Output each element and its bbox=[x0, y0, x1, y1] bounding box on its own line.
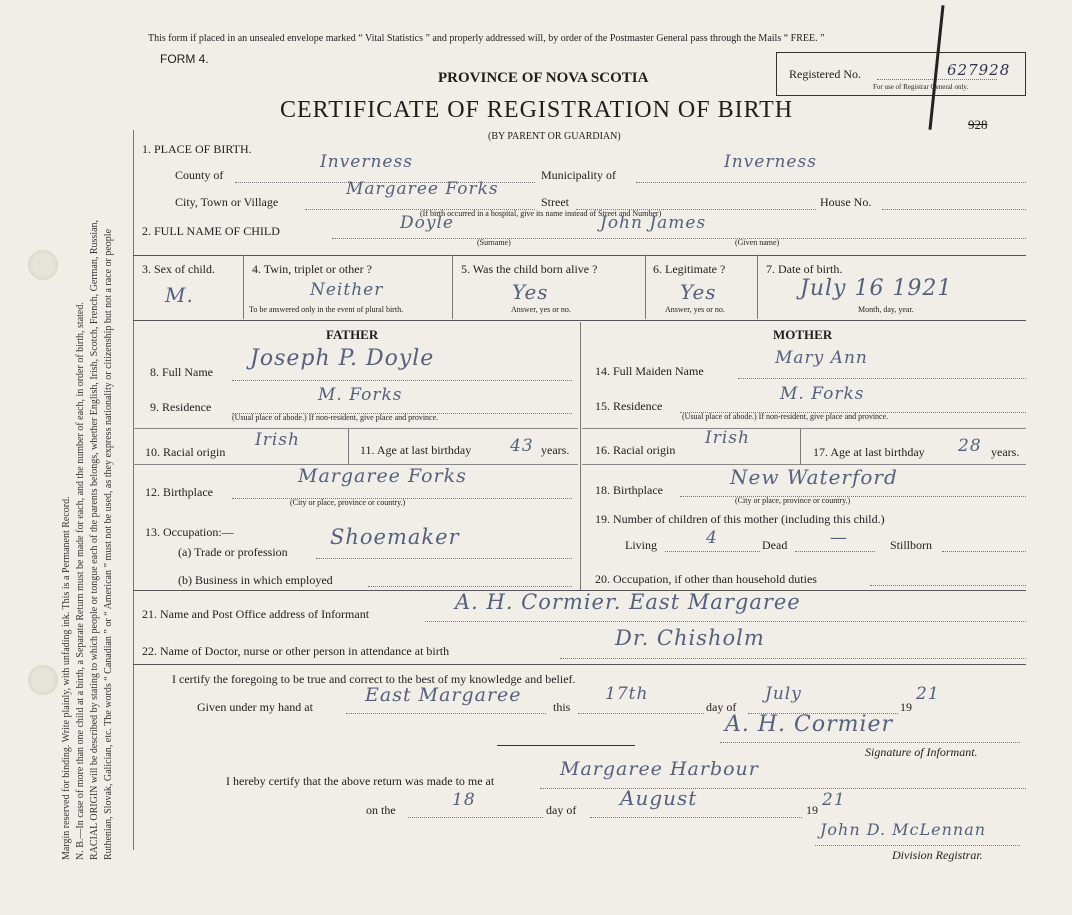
side-note-2: N. B.—In case of more than one child at a birth, a Separate Return must be made for each, and the number of each, in order of birth, stated. bbox=[75, 302, 86, 860]
mother-children-label: 19. Number of children of this mother (including this child.) bbox=[595, 512, 885, 526]
surname-caption: (Surname) bbox=[477, 238, 511, 247]
mother-residence-label: 15. Residence bbox=[595, 399, 663, 413]
mother-age-unit: years. bbox=[991, 445, 1020, 459]
father-origin-label: 10. Racial origin bbox=[145, 445, 226, 459]
legitimate-label: 6. Legitimate ? bbox=[653, 262, 726, 276]
father-origin-value: Irish bbox=[255, 430, 300, 450]
father-birthplace-value: Margaree Forks bbox=[298, 465, 467, 487]
father-trade-value: Shoemaker bbox=[330, 525, 460, 549]
father-name-value: Joseph P. Doyle bbox=[250, 346, 435, 371]
mother-birthplace-label: 18. Birthplace bbox=[595, 483, 663, 497]
father-birthplace-note: (City or place, province or country.) bbox=[290, 498, 406, 507]
father-business-label: (b) Business in which employed bbox=[178, 573, 333, 587]
registrar-day: 18 bbox=[452, 790, 476, 810]
sex-label: 3. Sex of child. bbox=[142, 262, 215, 276]
mother-heading: MOTHER bbox=[773, 327, 833, 342]
divider-rule bbox=[497, 745, 635, 746]
cert-month: July bbox=[765, 684, 802, 704]
doctor-value: Dr. Chisholm bbox=[615, 626, 765, 650]
father-residence-label: 9. Residence bbox=[150, 400, 212, 414]
informant-value: A. H. Cormier. East Margaree bbox=[455, 590, 801, 614]
city-value: Margaree Forks bbox=[346, 179, 499, 199]
father-name-label: 8. Full Name bbox=[150, 365, 213, 379]
cert-year-prefix: 19 bbox=[900, 700, 912, 714]
given-caption: (Given name) bbox=[735, 238, 780, 247]
twin-note: To be answered only in the event of plural birth. bbox=[249, 305, 404, 314]
place-of-birth-label: 1. PLACE OF BIRTH. bbox=[142, 142, 252, 156]
date-label: 7. Date of birth. bbox=[766, 262, 843, 276]
mother-origin-value: Irish bbox=[705, 428, 750, 448]
father-age-value: 43 bbox=[510, 436, 534, 456]
side-note-1: Margin reserved for binding. Write plainly, with unfading ink. This is a Permanent Record. bbox=[61, 496, 72, 860]
house-label: House No. bbox=[820, 195, 872, 209]
mother-origin-label: 16. Racial origin bbox=[595, 443, 676, 457]
registration-box bbox=[776, 52, 1026, 96]
registrar-month: August bbox=[620, 786, 698, 810]
corner-number: 928 bbox=[968, 117, 988, 132]
cert-day: 17th bbox=[605, 684, 649, 704]
side-notes bbox=[60, 220, 116, 860]
informant-signature-caption: Signature of Informant. bbox=[865, 745, 978, 759]
side-note-3: RACIAL ORIGIN will be described by stating to which people or tongue each of the parents belongs, whether English, Irish, Scotch, French, German, Russian, bbox=[89, 219, 100, 860]
informant-label: 21. Name and Post Office address of Informant bbox=[142, 607, 370, 621]
father-trade-label: (a) Trade or profession bbox=[178, 545, 288, 559]
cert-year: 21 bbox=[916, 684, 940, 704]
date-note: Month, day, year. bbox=[858, 305, 914, 314]
registrar-year-prefix: 19 bbox=[806, 803, 818, 817]
mother-occupation-label: 20. Occupation, if other than household duties bbox=[595, 572, 817, 586]
father-birthplace-label: 12. Birthplace bbox=[145, 485, 213, 499]
father-heading: FATHER bbox=[326, 327, 379, 342]
certification-statement: I certify the foregoing to be true and correct to the best of my knowledge and belief. bbox=[172, 672, 576, 686]
county-label: County of bbox=[175, 168, 224, 182]
registrar-on-label: on the bbox=[366, 803, 396, 817]
child-name-label: 2. FULL NAME OF CHILD bbox=[142, 224, 280, 238]
registrar-dayof-label: day of bbox=[546, 803, 577, 817]
municipality-label: Municipality of bbox=[541, 168, 616, 182]
doctor-label: 22. Name of Doctor, nurse or other person in attendance at birth bbox=[142, 644, 450, 658]
mother-age-value: 28 bbox=[958, 436, 982, 456]
twin-label: 4. Twin, triplet or other ? bbox=[252, 262, 372, 276]
mother-birthplace-value: New Waterford bbox=[730, 465, 898, 489]
legitimate-note: Answer, yes or no. bbox=[665, 305, 725, 314]
city-label: City, Town or Village bbox=[175, 195, 279, 209]
page-subtitle: (BY PARENT OR GUARDIAN) bbox=[488, 131, 621, 142]
punch-hole bbox=[28, 250, 58, 280]
hospital-note: (If birth occurred in a hospital, give its name instead of Street and Number) bbox=[420, 209, 662, 218]
alive-label: 5. Was the child born alive ? bbox=[461, 262, 598, 276]
child-given-name: John James bbox=[600, 213, 707, 233]
punch-hole bbox=[28, 665, 58, 695]
date-value: July 16 1921 bbox=[800, 276, 953, 301]
dead-value: — bbox=[830, 528, 848, 548]
stillborn-label: Stillborn bbox=[890, 538, 933, 552]
alive-note: Answer, yes or no. bbox=[511, 305, 571, 314]
street-label: Street bbox=[541, 195, 569, 209]
father-residence-value: M. Forks bbox=[318, 385, 403, 405]
province-heading: PROVINCE OF NOVA SCOTIA bbox=[438, 70, 649, 86]
registrar-signature-caption: Division Registrar. bbox=[892, 848, 983, 862]
informant-signature: A. H. Cormier bbox=[725, 712, 894, 737]
mother-birthplace-note: (City or place, province or country.) bbox=[735, 496, 851, 505]
mail-notice: This form if placed in an unsealed envelope marked “ Vital Statistics ” and properly addressed will, by order of the Postmaster General pass through the Mails “ FREE. ” bbox=[148, 33, 825, 44]
father-occupation-label: 13. Occupation:— bbox=[145, 525, 234, 539]
cert-dayof-label: day of bbox=[706, 700, 737, 714]
registered-label: Registered No. bbox=[789, 67, 861, 81]
mother-residence-value: M. Forks bbox=[780, 384, 865, 404]
given-under-label: Given under my hand at bbox=[197, 700, 313, 714]
dead-label: Dead bbox=[762, 538, 788, 552]
living-label: Living bbox=[625, 538, 657, 552]
municipality-value: Inverness bbox=[724, 152, 817, 172]
given-place: East Margaree bbox=[365, 684, 522, 706]
side-note-4: Ruthenian, Slovak, Galician, etc. The words “ Canadian ” or “ American ” must not be used, as they express nationality or citizenship but not a race or people bbox=[103, 228, 114, 860]
registrar-statement: I hereby certify that the above return was made to me at bbox=[226, 774, 495, 788]
form-number: FORM 4. bbox=[160, 52, 209, 66]
left-border bbox=[133, 130, 134, 850]
alive-value: Yes bbox=[512, 280, 549, 304]
registrar-note: For use of Registrar General only. bbox=[873, 83, 969, 91]
living-value: 4 bbox=[706, 528, 718, 548]
twin-value: Neither bbox=[310, 280, 384, 300]
parents-divider bbox=[580, 322, 581, 590]
registrar-year: 21 bbox=[822, 790, 846, 810]
sex-value: M. bbox=[165, 283, 194, 307]
page-title: CERTIFICATE OF REGISTRATION OF BIRTH bbox=[280, 97, 794, 123]
mother-name-value: Mary Ann bbox=[775, 348, 868, 368]
mother-name-label: 14. Full Maiden Name bbox=[595, 364, 704, 378]
legitimate-value: Yes bbox=[680, 280, 717, 304]
registrar-signature: John D. McLennan bbox=[820, 820, 987, 839]
mother-age-label: 17. Age at last birthday bbox=[813, 445, 925, 459]
this-label: this bbox=[553, 700, 571, 714]
father-age-label: 11. Age at last birthday bbox=[360, 443, 472, 457]
father-residence-note: (Usual place of abode.) If non-resident, give place and province. bbox=[232, 413, 439, 422]
registrar-place: Margaree Harbour bbox=[560, 758, 759, 780]
father-age-unit: years. bbox=[541, 443, 570, 457]
registered-number: 627928 bbox=[947, 61, 1011, 79]
child-surname: Doyle bbox=[400, 213, 454, 233]
county-value: Inverness bbox=[320, 152, 413, 172]
mother-residence-note: (Usual place of abode.) If non-resident, give place and province. bbox=[682, 412, 889, 421]
